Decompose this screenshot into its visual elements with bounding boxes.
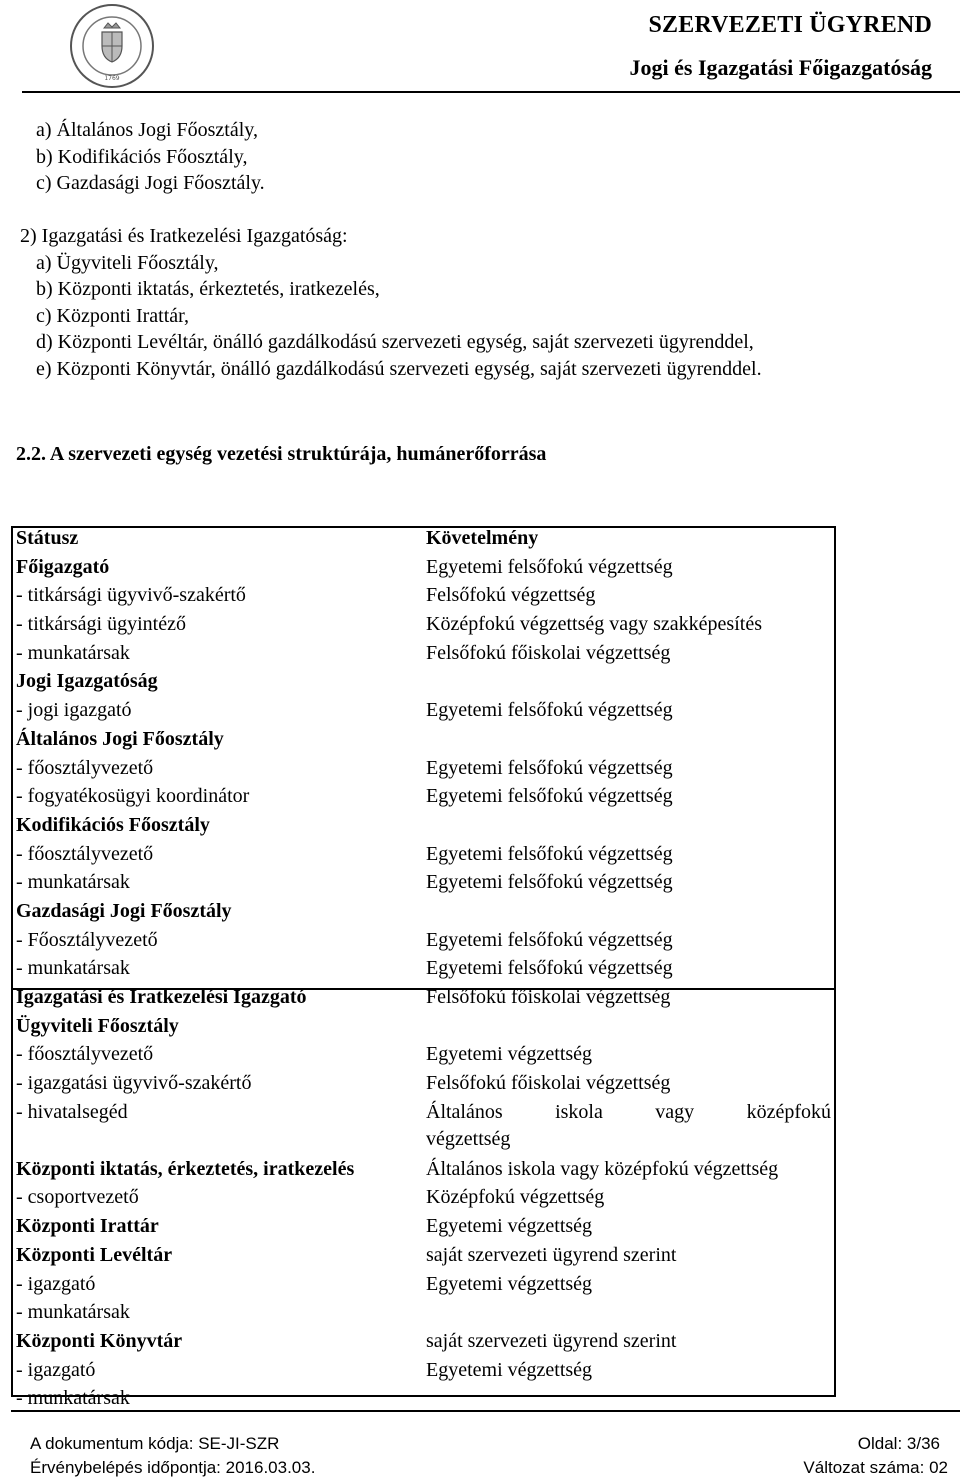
requirement-cell: Egyetemi felsőfokú végzettség	[426, 699, 673, 722]
table-row	[11, 1356, 836, 1385]
page-header	[0, 0, 960, 92]
requirement-cell: Egyetemi végzettség	[426, 1358, 593, 1381]
status-cell: Gazdasági Jogi Főosztály	[16, 899, 232, 922]
header-divider	[22, 91, 960, 93]
university-seal-icon	[62, 2, 162, 90]
table-row	[11, 610, 836, 639]
list-item: b) Kodifikációs Főosztály,	[36, 145, 248, 168]
table-row	[11, 1098, 836, 1155]
requirement-cell: Középfokú végzettség vagy szakképesítés	[426, 613, 762, 636]
requirement-cell: Felsőfokú főiskolai végzettség	[426, 641, 671, 664]
table-header-row	[11, 524, 836, 553]
section-heading: 2.2. A szervezeti egység vezetési struktúrája, humánerőforrása	[16, 443, 547, 465]
table-row	[11, 868, 836, 897]
status-cell: Jogi Igazgatóság	[16, 670, 158, 693]
list-item: e) Központi Könyvtár, önálló gazdálkodású szervezeti egység, saját szervezeti ügyrenddel.	[36, 357, 762, 380]
status-cell: - főosztályvezető	[16, 842, 154, 865]
requirement-line: végzettség	[426, 1127, 511, 1150]
status-cell: - igazgató	[16, 1272, 96, 1295]
requirement-cell: Középfokú végzettség	[426, 1186, 605, 1209]
footer-divider	[11, 1410, 960, 1412]
status-cell: Főigazgató	[16, 555, 110, 578]
status-cell: - csoportvezető	[16, 1186, 139, 1209]
staffing-table	[11, 524, 836, 1413]
table-row	[11, 954, 836, 983]
status-cell: - jogi igazgató	[16, 699, 132, 722]
requirement-cell: Felsőfokú végzettség	[426, 584, 596, 607]
table-row	[11, 754, 836, 783]
list-item: a) Általános Jogi Főosztály,	[36, 119, 259, 141]
requirement-cell: Általános iskola vagy középfokú végzettség	[426, 1157, 779, 1180]
table-row	[11, 1270, 836, 1299]
table-row	[11, 1155, 836, 1184]
effective-date: Érvénybelépés időpontja: 2016.03.03.	[30, 1458, 316, 1477]
status-cell: - főosztályvezető	[16, 756, 154, 779]
list-item: d) Központi Levéltár, önálló gazdálkodású szervezeti egység, saját szervezeti ügyrenddel,	[36, 331, 754, 353]
column-header-requirement: Követelmény	[426, 527, 539, 549]
table-row	[11, 811, 836, 840]
requirement-line: Általános iskola vagy középfokú	[426, 1100, 831, 1123]
requirement-cell: Egyetemi végzettség	[426, 1272, 593, 1295]
requirement-cell: Egyetemi felsőfokú végzettség	[426, 756, 673, 779]
table-row	[11, 897, 836, 926]
table-row	[11, 725, 836, 754]
status-cell: Központi iktatás, érkeztetés, iratkezelés	[16, 1157, 355, 1180]
document-subtitle: Jogi és Igazgatási Főigazgatóság	[629, 55, 932, 80]
table-row	[11, 983, 836, 1012]
table-row	[11, 639, 836, 668]
table-row	[11, 1327, 836, 1356]
page-footer	[0, 1410, 960, 1481]
status-cell: - igazgatási ügyvivő-szakértő	[16, 1072, 252, 1095]
requirement-cell: Egyetemi végzettség	[426, 1043, 593, 1066]
requirement-cell: Egyetemi felsőfokú végzettség	[426, 957, 673, 980]
table-row	[11, 581, 836, 610]
table-row	[11, 1384, 836, 1413]
status-cell: - munkatársak	[16, 1301, 130, 1324]
table-row	[11, 553, 836, 582]
intro-list	[20, 117, 762, 382]
requirement-cell: Egyetemi felsőfokú végzettség	[426, 928, 673, 951]
table-row	[11, 667, 836, 696]
list-item: c) Gazdasági Jogi Főosztály.	[36, 172, 265, 194]
status-cell: - munkatársak	[16, 1387, 130, 1410]
requirement-cell: Felsőfokú főiskolai végzettség	[426, 986, 671, 1008]
status-cell: Központi Könyvtár	[16, 1329, 183, 1352]
requirement-cell: Egyetemi végzettség	[426, 1215, 593, 1238]
status-cell: - munkatársak	[16, 871, 130, 894]
status-cell: Ügyviteli Főosztály	[16, 1014, 179, 1037]
status-cell: Igazgatási és Iratkezelési Igazgató	[16, 986, 307, 1008]
table-row	[11, 1069, 836, 1098]
requirement-cell: Egyetemi felsőfokú végzettség	[426, 555, 673, 578]
table-row	[11, 1212, 836, 1241]
status-cell: Központi Irattár	[16, 1215, 159, 1238]
requirement-cell: saját szervezeti ügyrend szerint	[426, 1329, 677, 1352]
table-row	[11, 1012, 836, 1041]
seal-year-text: 1769	[104, 75, 120, 82]
table-row	[11, 1241, 836, 1270]
status-cell: - hivatalsegéd	[16, 1100, 128, 1123]
requirement-cell: Egyetemi felsőfokú végzettség	[426, 842, 673, 865]
page-number: Oldal: 3/36	[857, 1434, 940, 1453]
status-cell: - titkársági ügyvivő-szakértő	[16, 584, 246, 607]
status-cell: - Főosztályvezető	[16, 928, 158, 951]
document-code: A dokumentum kódja: SE-JI-SZR	[30, 1434, 280, 1453]
table-row	[11, 1040, 836, 1069]
requirement-cell	[426, 1099, 831, 1153]
version-number: Változat száma: 02	[803, 1458, 948, 1477]
status-cell: Központi Levéltár	[16, 1243, 173, 1266]
status-cell: - főosztályvezető	[16, 1043, 154, 1066]
status-cell: Kodifikációs Főosztály	[16, 813, 210, 836]
list-item: b) Központi iktatás, érkeztetés, iratkezelés,	[36, 278, 380, 300]
requirement-cell: Felsőfokú főiskolai végzettség	[426, 1072, 671, 1095]
table-row	[11, 840, 836, 869]
status-cell: Általános Jogi Főosztály	[16, 727, 224, 750]
table-row	[11, 1183, 836, 1212]
document-title: SZERVEZETI ÜGYREND	[648, 12, 932, 38]
status-cell: - munkatársak	[16, 641, 130, 664]
table-row	[11, 782, 836, 811]
requirement-cell: saját szervezeti ügyrend szerint	[426, 1243, 677, 1266]
table-row	[11, 1298, 836, 1327]
table-row	[11, 926, 836, 955]
requirement-cell: Egyetemi felsőfokú végzettség	[426, 871, 673, 894]
column-header-status: Státusz	[16, 527, 79, 549]
requirement-cell: Egyetemi felsőfokú végzettség	[426, 785, 673, 808]
status-cell: - igazgató	[16, 1358, 96, 1381]
status-cell: - fogyatékosügyi koordinátor	[16, 785, 250, 808]
list-heading: 2) Igazgatási és Iratkezelési Igazgatóság:	[20, 225, 348, 247]
status-cell: - munkatársak	[16, 957, 130, 980]
table-row	[11, 696, 836, 725]
list-item: c) Központi Irattár,	[36, 304, 190, 327]
list-item: a) Ügyviteli Főosztály,	[36, 251, 219, 274]
status-cell: - titkársági ügyintéző	[16, 613, 186, 636]
